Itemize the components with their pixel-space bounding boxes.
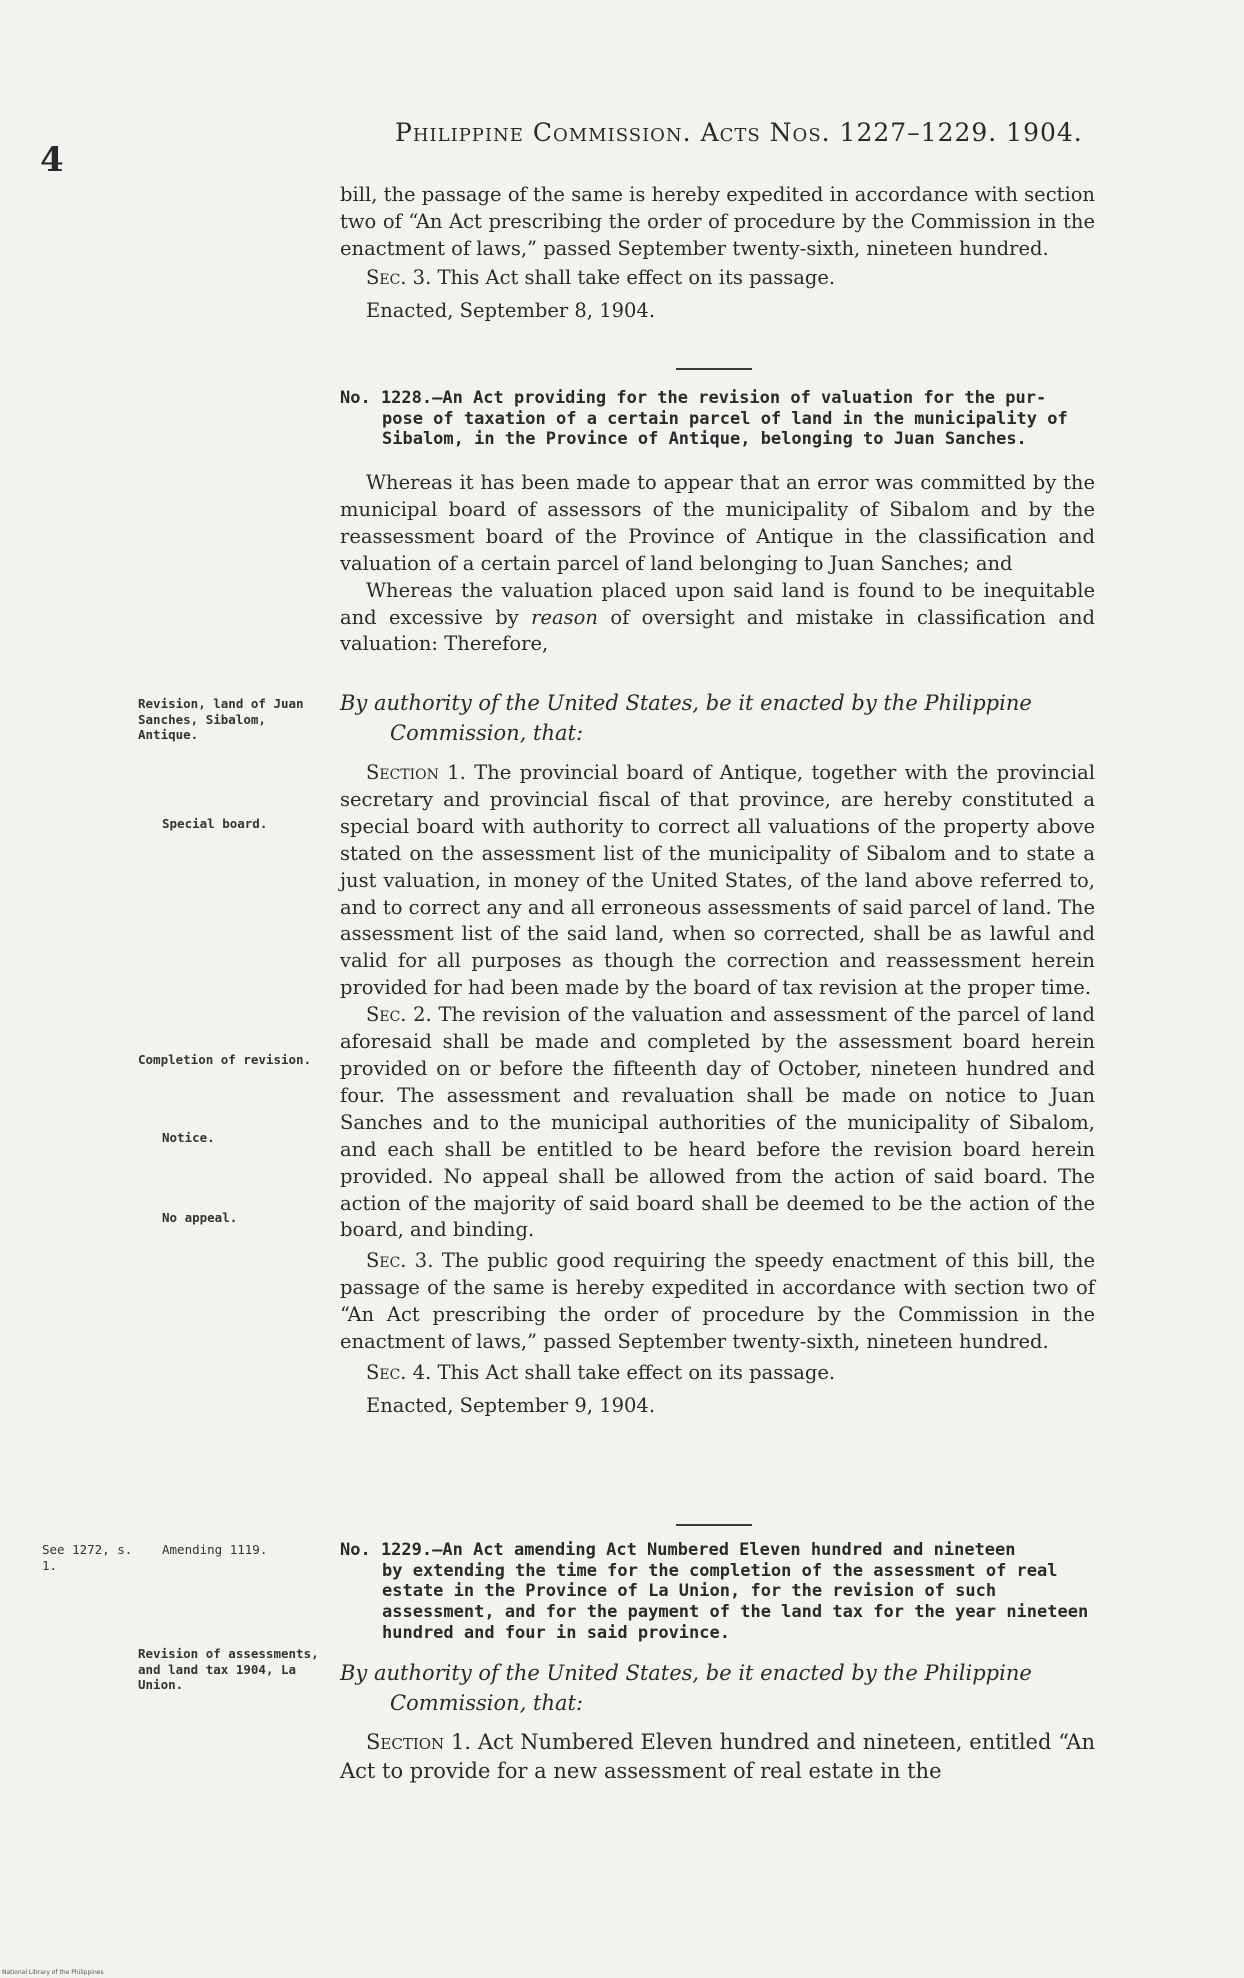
margin-note-see: See 1272, s. 1. bbox=[42, 1542, 133, 1573]
prev-act-sec3-text: This Act shall take effect on its passage. bbox=[437, 265, 836, 289]
act-1228-sec4-text: This Act shall take effect on its passage. bbox=[437, 1360, 836, 1384]
margin-note-amending: Amending 1119. bbox=[162, 1542, 268, 1557]
divider-rule-1 bbox=[676, 368, 752, 370]
act-1228-sec2-text: The revision of the valuation and assessment of the parcel of land aforesaid shall be made and completed by the assessment board herein provided on or before the fifteenth day of October, nineteen hundred and four. The assessment and revaluation shall be made on notice to Juan Sanches and to the municipal authorities of the municipality of Sibalom, and each shall be entitled to be heard before the revision board herein provided. No appeal shall be allowed from the action of said board. The action of the majority of said board shall be deemed to be the action of the board, and binding. bbox=[340, 1003, 1095, 1242]
act-1228-whereas-2-b: of oversight and mistake in classification and valuation: Therefore, bbox=[340, 605, 1095, 656]
act-1229-title-first: —An Act amending Act Numbered Eleven hundred and nineteen bbox=[432, 1540, 1016, 1560]
page-number: 4 bbox=[40, 140, 64, 180]
act-1228-sec1-text: The provincial board of Antique, together with the provincial secretary and provincial fiscal of that province, are hereby constituted a special board with authority to correct all valuations of the property above stated on the assessment list of the municipality of Sibalom and to state a just valuation, in money of the United States, of the land above referred to, and to correct any and all erroneous assessments of said parcel of land. The assessment list of the said land, when so corrected, shall be as lawful and valid for all purposes as though the correction and reassessment herein provided for had been made by the board of tax revision at the proper time. bbox=[340, 761, 1095, 1000]
act-1229-sec1-label: Section 1. bbox=[366, 1730, 472, 1754]
act-1229-enacting bbox=[340, 1658, 1100, 1719]
margin-note-revision: Revision, land of Juan Sanches, Sibalom, Antique. bbox=[138, 696, 304, 743]
act-1228-enacting-1: By authority of the United States, be it enacted by the Philippine bbox=[340, 691, 1032, 715]
act-1228-sec2-label: Sec. 2. bbox=[366, 1003, 432, 1027]
margin-note-special-board: Special board. bbox=[162, 816, 268, 831]
act-1228-sec1 bbox=[340, 760, 1095, 1002]
act-1228-sec3 bbox=[340, 1248, 1095, 1356]
act-1229-enacting-1: By authority of the United States, be it enacted by the Philippine bbox=[340, 1661, 1032, 1685]
act-1228-whereas-1: Whereas it has been made to appear that an error was committed by the municipal board of assessors of the municipality of Sibalom and by the reassessment board of the Province of Antique in the classification and valuation of a certain parcel of land belonging to Juan Sanches; and bbox=[340, 471, 1095, 575]
act-1228-whereas-2 bbox=[340, 578, 1095, 659]
footer-credit: National Library of the Philippines bbox=[2, 1969, 104, 1976]
act-1228-sec4-label: Sec. 4. bbox=[366, 1360, 432, 1384]
act-1228-whereas-2-italic: reason bbox=[531, 605, 598, 629]
act-1228-sec4 bbox=[340, 1360, 1095, 1387]
act-1229-title bbox=[340, 1540, 1095, 1644]
running-head: Philippine Commission. Acts Nos. 1227–1229. 1904. bbox=[395, 118, 1083, 147]
act-1228-sec3-label: Sec. 3. bbox=[366, 1249, 434, 1273]
act-1228-title bbox=[340, 388, 1095, 450]
act-1228-enacting bbox=[340, 688, 1100, 749]
act-1228-whereas bbox=[340, 470, 1095, 658]
prev-act-sec3-label: Sec. 3. bbox=[366, 265, 432, 289]
act-1228-sec1-label: Section 1. bbox=[366, 761, 466, 784]
act-1229-enacting-2: Commission, that: bbox=[390, 1691, 584, 1716]
margin-note-no-appeal: No appeal. bbox=[162, 1210, 238, 1225]
act-1229-title-rest: by extending the time for the completion of the assessment of real estate in the Province of La Union, for the revision of such assessment, and for the payment of the land tax for the year nineteen hundred and four in said province. bbox=[382, 1560, 1089, 1643]
act-1228-whereas-2-a: Whereas the valuation placed upon said land is found to be inequitable and excessive by bbox=[340, 578, 1095, 629]
act-1228-sections bbox=[340, 760, 1095, 1420]
act-1228-title-rest: pose of taxation of a certain parcel of land in the municipality of Sibalom, in the Province of Antique, belonging to Juan Sanches. bbox=[382, 408, 1068, 450]
act-1228-sec2 bbox=[340, 1002, 1095, 1244]
act-1228-sec3-text: The public good requiring the speedy enactment of this bill, the passage of the same is hereby expedited in accordance with section two of “An Act prescribing the order of procedure by the Commission in the enactment of laws,” passed September twenty-sixth, nineteen hundred. bbox=[340, 1249, 1096, 1354]
act-1228-title-first: —An Act providing for the revision of valuation for the pur- bbox=[432, 388, 1047, 408]
margin-note-notice: Notice. bbox=[162, 1130, 215, 1145]
act-1229-sec1-text: Act Numbered Eleven hundred and nineteen, entitled “An Act to provide for a new assessment of real estate in the bbox=[340, 1730, 1095, 1783]
prev-act-text: bill, the passage of the same is hereby expedited in accordance with section two of “An Act prescribing the order of procedure by the Commission in the enactment of laws,” passed September twenty-sixth, nineteen hundred. bbox=[340, 183, 1095, 260]
act-1228-enacted: Enacted, September 9, 1904. bbox=[366, 1393, 656, 1417]
act-1229-sec1 bbox=[340, 1728, 1095, 1786]
act-1229-number: No. 1229. bbox=[340, 1540, 433, 1560]
margin-note-revision-assessments: Revision of assessments, and land tax 1904, La Union. bbox=[138, 1646, 319, 1693]
prev-act-sec3 bbox=[340, 265, 1095, 292]
divider-rule-2 bbox=[676, 1524, 752, 1526]
act-1228-enacting-2: Commission, that: bbox=[390, 721, 584, 746]
prev-act-block bbox=[340, 182, 1095, 325]
act-1229-sections bbox=[340, 1728, 1095, 1786]
prev-act-enacted: Enacted, September 8, 1904. bbox=[366, 298, 656, 322]
margin-note-completion: Completion of revision. bbox=[138, 1052, 312, 1067]
act-1228-number: No. 1228. bbox=[340, 388, 433, 408]
